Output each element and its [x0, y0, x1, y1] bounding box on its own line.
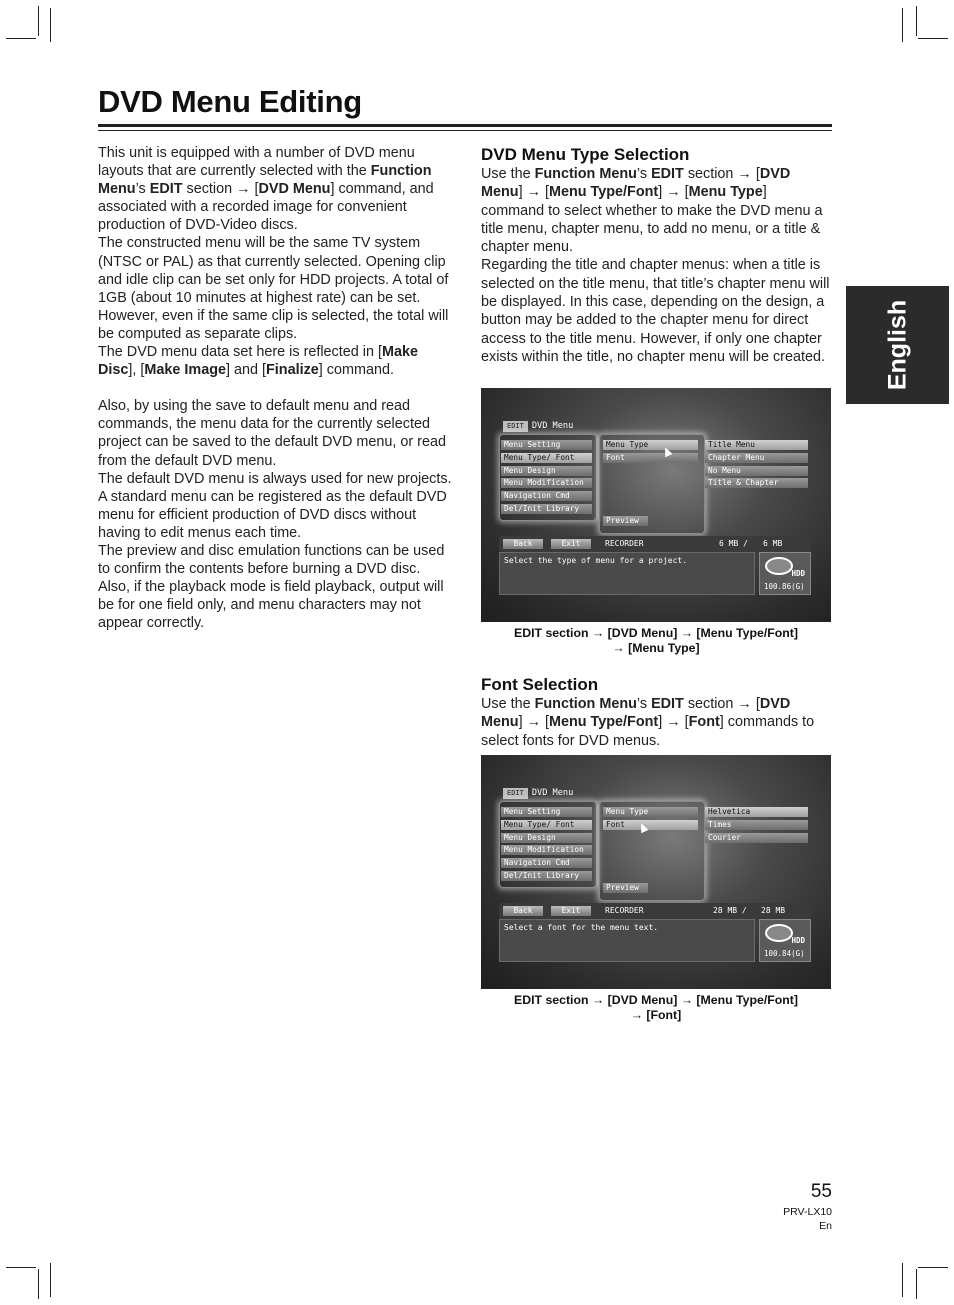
- model-code: PRV-LX10: [783, 1206, 832, 1218]
- menu-type-caption: [481, 626, 831, 656]
- size-used: 28 MB /: [713, 906, 747, 915]
- bold-term: Make Disc: [98, 344, 418, 379]
- caption-line: → [Font]: [630, 1008, 682, 1022]
- reflected-paragraph: The DVD menu data set here is reflected in [Make Disc], [Make Image] and [Finalize] command.: [98, 344, 418, 379]
- crop-mark: [918, 1267, 948, 1268]
- menu-item[interactable]: Navigation Cmd: [501, 491, 592, 501]
- save-default-paragraph: Also, by using the save to default menu and read commands, the menu data for the currently selected project can be saved to the default DVD menu, or read from the default DVD menu.: [98, 398, 446, 469]
- status-bar: [499, 903, 811, 919]
- crop-mark: [918, 38, 948, 39]
- menu-item[interactable]: Menu Modification: [501, 845, 592, 855]
- edit-tag: EDIT: [503, 421, 528, 432]
- menu-item[interactable]: Menu Type: [603, 807, 698, 817]
- page-number: 55: [810, 1181, 832, 1202]
- tv-system-paragraph: The constructed menu will be the same TV system (NTSC or PAL) as that currently selected. Opening clip and idle clip can be set only for HDD projects. A total of 1GB (about 10 minutes at highest rate) can be set. However, even if the same clip is selected, the total will be computed as separate clips.: [98, 235, 449, 342]
- title-rule-thin: [98, 130, 832, 131]
- menu-item[interactable]: No Menu: [705, 466, 808, 476]
- page-title: DVD Menu Editing: [98, 84, 362, 119]
- hdd-indicator: [759, 552, 811, 595]
- size-total: 28 MB: [761, 906, 786, 915]
- screen-header: [503, 421, 573, 432]
- menu-item[interactable]: Menu Type/ Font: [501, 453, 592, 463]
- menu-type-section: [481, 144, 833, 366]
- bold-term: Menu Type/Font: [548, 184, 659, 201]
- bold-term: Menu Type: [688, 184, 763, 201]
- bold-term: Finalize: [266, 362, 319, 379]
- caption-line: EDIT section → [DVD Menu] → [Menu Type/Font]: [514, 993, 798, 1007]
- crop-mark: [916, 1269, 917, 1299]
- status-bar: [499, 536, 811, 552]
- menu-type-screenshot: [481, 388, 831, 622]
- hdd-disk-icon: [765, 924, 793, 942]
- menu-item[interactable]: Del/Init Library: [501, 871, 592, 881]
- bold-term: Font: [688, 714, 720, 731]
- font-screenshot: [481, 755, 831, 989]
- bold-term: EDIT: [651, 696, 684, 712]
- menu-item[interactable]: Font: [603, 453, 698, 463]
- bold-term: DVD Menu: [481, 166, 791, 201]
- screen-title: DVD Menu: [531, 788, 574, 798]
- hdd-capacity: 100.86(G): [764, 582, 805, 591]
- crop-mark: [902, 8, 903, 42]
- size-total: 6 MB: [763, 539, 783, 548]
- menu-item[interactable]: Font: [603, 820, 698, 830]
- message-box: Select the type of menu for a project.: [499, 552, 755, 595]
- font-paragraph: Use the Function Menu’s EDIT section → [DVD Menu] → [Menu Type/Font] → [Font] commands to select fonts for DVD menus.: [481, 696, 815, 749]
- menu-item[interactable]: Menu Type/ Font: [501, 820, 592, 830]
- menu-item[interactable]: Menu Design: [501, 833, 592, 843]
- menu-item[interactable]: Menu Setting: [501, 807, 592, 817]
- hdd-indicator: [759, 919, 811, 962]
- menu-item[interactable]: Title & Chapter: [705, 478, 808, 488]
- message-box: Select a font for the menu text.: [499, 919, 755, 962]
- left-column: [98, 144, 454, 632]
- exit-button[interactable]: Exit: [551, 539, 591, 549]
- bold-term: DVD Menu: [481, 696, 791, 731]
- menu-item[interactable]: Menu Type: [603, 440, 698, 450]
- recorder-label: RECORDER: [605, 539, 644, 548]
- intro-paragraph: This unit is equipped with a number of DVD menu layouts that are currently selected with the Function Menu’s EDIT section → [DVD Menu] command, and associated with a recorded image for convenient production of DVD-Video discs.: [98, 145, 434, 234]
- back-button[interactable]: Back: [503, 906, 543, 916]
- crop-mark: [38, 1269, 39, 1299]
- hdd-capacity: 100.84(G): [764, 949, 805, 958]
- hdd-label: HDD: [791, 936, 805, 945]
- preview-button[interactable]: Preview: [603, 516, 648, 526]
- exit-button[interactable]: Exit: [551, 906, 591, 916]
- menu-item[interactable]: Menu Modification: [501, 478, 592, 488]
- caption-line: → [Menu Type]: [612, 641, 700, 655]
- preview-button[interactable]: Preview: [603, 883, 648, 893]
- menu-item[interactable]: Title Menu: [705, 440, 808, 450]
- title-chapter-paragraph: Regarding the title and chapter menus: when a title is selected on the title menu, that title’s chapter menu will be displayed. In this case, depending on the design, a button may be added to the chapter menu for direct access to the title menu. However, if only one chapter exists within the title, no chapter menu will be created.: [481, 257, 830, 365]
- bold-term: EDIT: [651, 166, 684, 182]
- model-info: [760, 1205, 832, 1233]
- language-code: En: [819, 1220, 832, 1232]
- preview-paragraph: The preview and disc emulation functions can be used to confirm the contents before burning a DVD disc. Also, if the playback mode is field playback, output will be for one field only, and menu characters may not appear correctly.: [98, 542, 445, 632]
- bold-term: Make Image: [144, 362, 226, 379]
- screen-title: DVD Menu: [531, 421, 574, 431]
- edit-tag: EDIT: [503, 788, 528, 799]
- menu-item[interactable]: Helvetica: [705, 807, 808, 817]
- menu-item[interactable]: Del/Init Library: [501, 504, 592, 514]
- crop-mark: [50, 1263, 51, 1297]
- bold-term: DVD Menu: [258, 181, 331, 198]
- bold-term: Function Menu: [534, 696, 637, 712]
- crop-mark: [902, 1263, 903, 1297]
- hdd-label: HDD: [791, 569, 805, 578]
- caption-line: EDIT section → [DVD Menu] → [Menu Type/Font]: [514, 626, 798, 640]
- font-heading: Font Selection: [481, 675, 599, 694]
- bold-term: Function Menu: [534, 166, 637, 182]
- hdd-disk-icon: [765, 557, 793, 575]
- bold-term: Function Menu: [98, 163, 432, 198]
- language-tab-label: English: [883, 299, 911, 391]
- menu-type-heading: DVD Menu Type Selection: [481, 145, 690, 164]
- default-menu-paragraph: The default DVD menu is always used for new projects. A standard menu can be registered as the default DVD menu for efficient production of DVD discs without having to edit menus each time.: [98, 470, 452, 541]
- crop-mark: [6, 38, 36, 39]
- menu-item[interactable]: Chapter Menu: [705, 453, 808, 463]
- menu-item[interactable]: Menu Design: [501, 466, 592, 476]
- crop-mark: [916, 6, 917, 36]
- size-used: 6 MB /: [719, 539, 748, 548]
- back-button[interactable]: Back: [503, 539, 543, 549]
- screen-header: [503, 788, 573, 799]
- crop-mark: [50, 8, 51, 42]
- bold-term: Menu Type/Font: [548, 714, 659, 731]
- crop-mark: [38, 6, 39, 36]
- menu-item[interactable]: Navigation Cmd: [501, 858, 592, 868]
- crop-mark: [6, 1267, 36, 1268]
- menu-type-paragraph: Use the Function Menu’s EDIT section → [DVD Menu] → [Menu Type/Font] → [Menu Type] command to select whether to make the DVD menu a title menu, chapter menu, to add no menu, or a title & chapter menu.: [481, 166, 823, 256]
- menu-item[interactable]: Courier: [705, 833, 808, 843]
- bold-term: EDIT: [149, 181, 183, 198]
- menu-item[interactable]: Menu Setting: [501, 440, 592, 450]
- title-rule: [98, 124, 832, 127]
- font-section: [481, 674, 833, 750]
- language-tab: [846, 286, 949, 404]
- recorder-label: RECORDER: [605, 906, 644, 915]
- font-caption: [481, 993, 831, 1023]
- menu-item[interactable]: Times: [705, 820, 808, 830]
